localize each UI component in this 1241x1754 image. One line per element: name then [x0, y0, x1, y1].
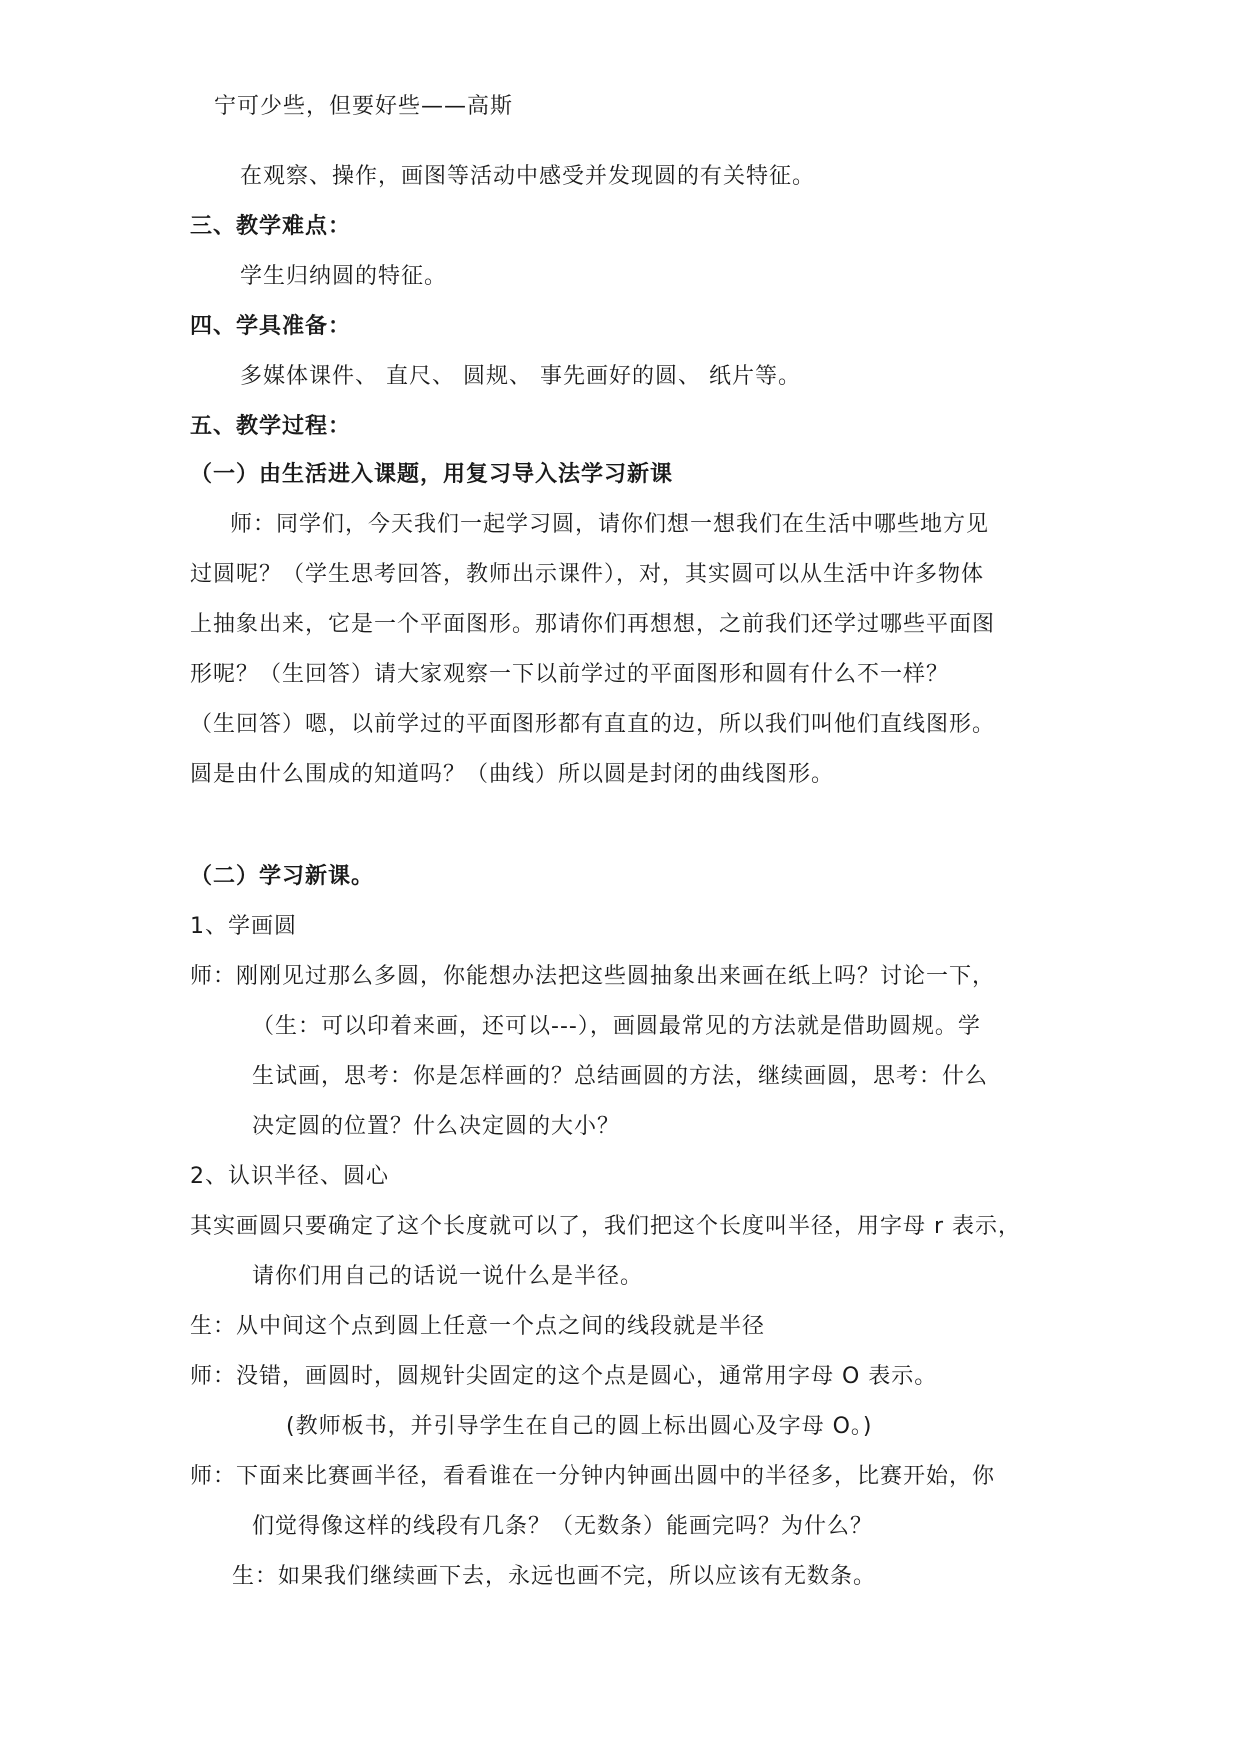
paragraph-line: 师：同学们，今天我们一起学习圆，请你们想一想我们在生活中哪些地方见 — [230, 512, 990, 537]
materials-heading: 四、学具准备： — [190, 314, 352, 339]
radius-center-title: 2、认识半径、圆心 — [190, 1164, 389, 1189]
paragraph-line: 生：从中间这个点到圆上任意一个点之间的线段就是半径 — [190, 1314, 766, 1339]
paragraph-line: 上抽象出来，它是一个平面图形。那请你们再想想，之前我们还学过哪些平面图 — [190, 612, 996, 637]
difficulty-heading: 三、教学难点： — [190, 214, 352, 239]
part1-heading: （一）由生活进入课题，用复习导入法学习新课 — [190, 462, 674, 487]
paragraph-line: （生回答）嗯，以前学过的平面图形都有直直的边，所以我们叫他们直线图形。 — [190, 712, 996, 737]
paragraph-line: 生：如果我们继续画下去，永远也画不完，所以应该有无数条。 — [232, 1564, 877, 1589]
paragraph-line: 们觉得像这样的线段有几条？（无数条）能画完吗？为什么？ — [252, 1514, 874, 1539]
quote-line: 宁可少些，但要好些——高斯 — [214, 94, 514, 119]
paragraph-line: (教师板书，并引导学生在自己的圆上标出圆心及字母 O。) — [286, 1414, 873, 1439]
key-points-text: 在观察、操作，画图等活动中感受并发现圆的有关特征。 — [240, 164, 816, 189]
paragraph-line: 形呢？（生回答）请大家观察一下以前学过的平面图形和圆有什么不一样？ — [190, 662, 950, 687]
difficulty-text: 学生归纳圆的特征。 — [240, 264, 448, 289]
paragraph-line: 请你们用自己的话说一说什么是半径。 — [252, 1264, 644, 1289]
paragraph-line: 过圆呢？（学生思考回答，教师出示课件），对，其实圆可以从生活中许多物体 — [190, 562, 985, 587]
paragraph-line: 圆是由什么围成的知道吗？（曲线）所以圆是封闭的曲线图形。 — [190, 762, 835, 787]
part2-heading: （二）学习新课。 — [190, 864, 375, 889]
materials-text: 多媒体课件、 直尺、 圆规、 事先画好的圆、 纸片等。 — [240, 364, 801, 389]
paragraph-line: 师：没错，画圆时，圆规针尖固定的这个点是圆心，通常用字母 O 表示。 — [190, 1364, 938, 1389]
paragraph-line: 生试画，思考：你是怎样画的？总结画圆的方法，继续画圆，思考：什么 — [252, 1064, 989, 1089]
paragraph-line: （生：可以印着来画，还可以---），画圆最常见的方法就是借助圆规。学 — [252, 1014, 981, 1039]
paragraph-line: 其实画圆只要确定了这个长度就可以了，我们把这个长度叫半径，用字母 r 表示， — [190, 1214, 1022, 1239]
paragraph-line: 师：刚刚见过那么多圆，你能想办法把这些圆抽象出来画在纸上吗？讨论一下， — [190, 964, 996, 989]
paragraph-line: 决定圆的位置？什么决定圆的大小？ — [252, 1114, 621, 1139]
paragraph-line: 师：下面来比赛画半径，看看谁在一分钟内钟画出圆中的半径多，比赛开始，你 — [190, 1464, 996, 1489]
process-heading: 五、教学过程： — [190, 414, 352, 439]
draw-circle-title: 1、学画圆 — [190, 914, 297, 939]
